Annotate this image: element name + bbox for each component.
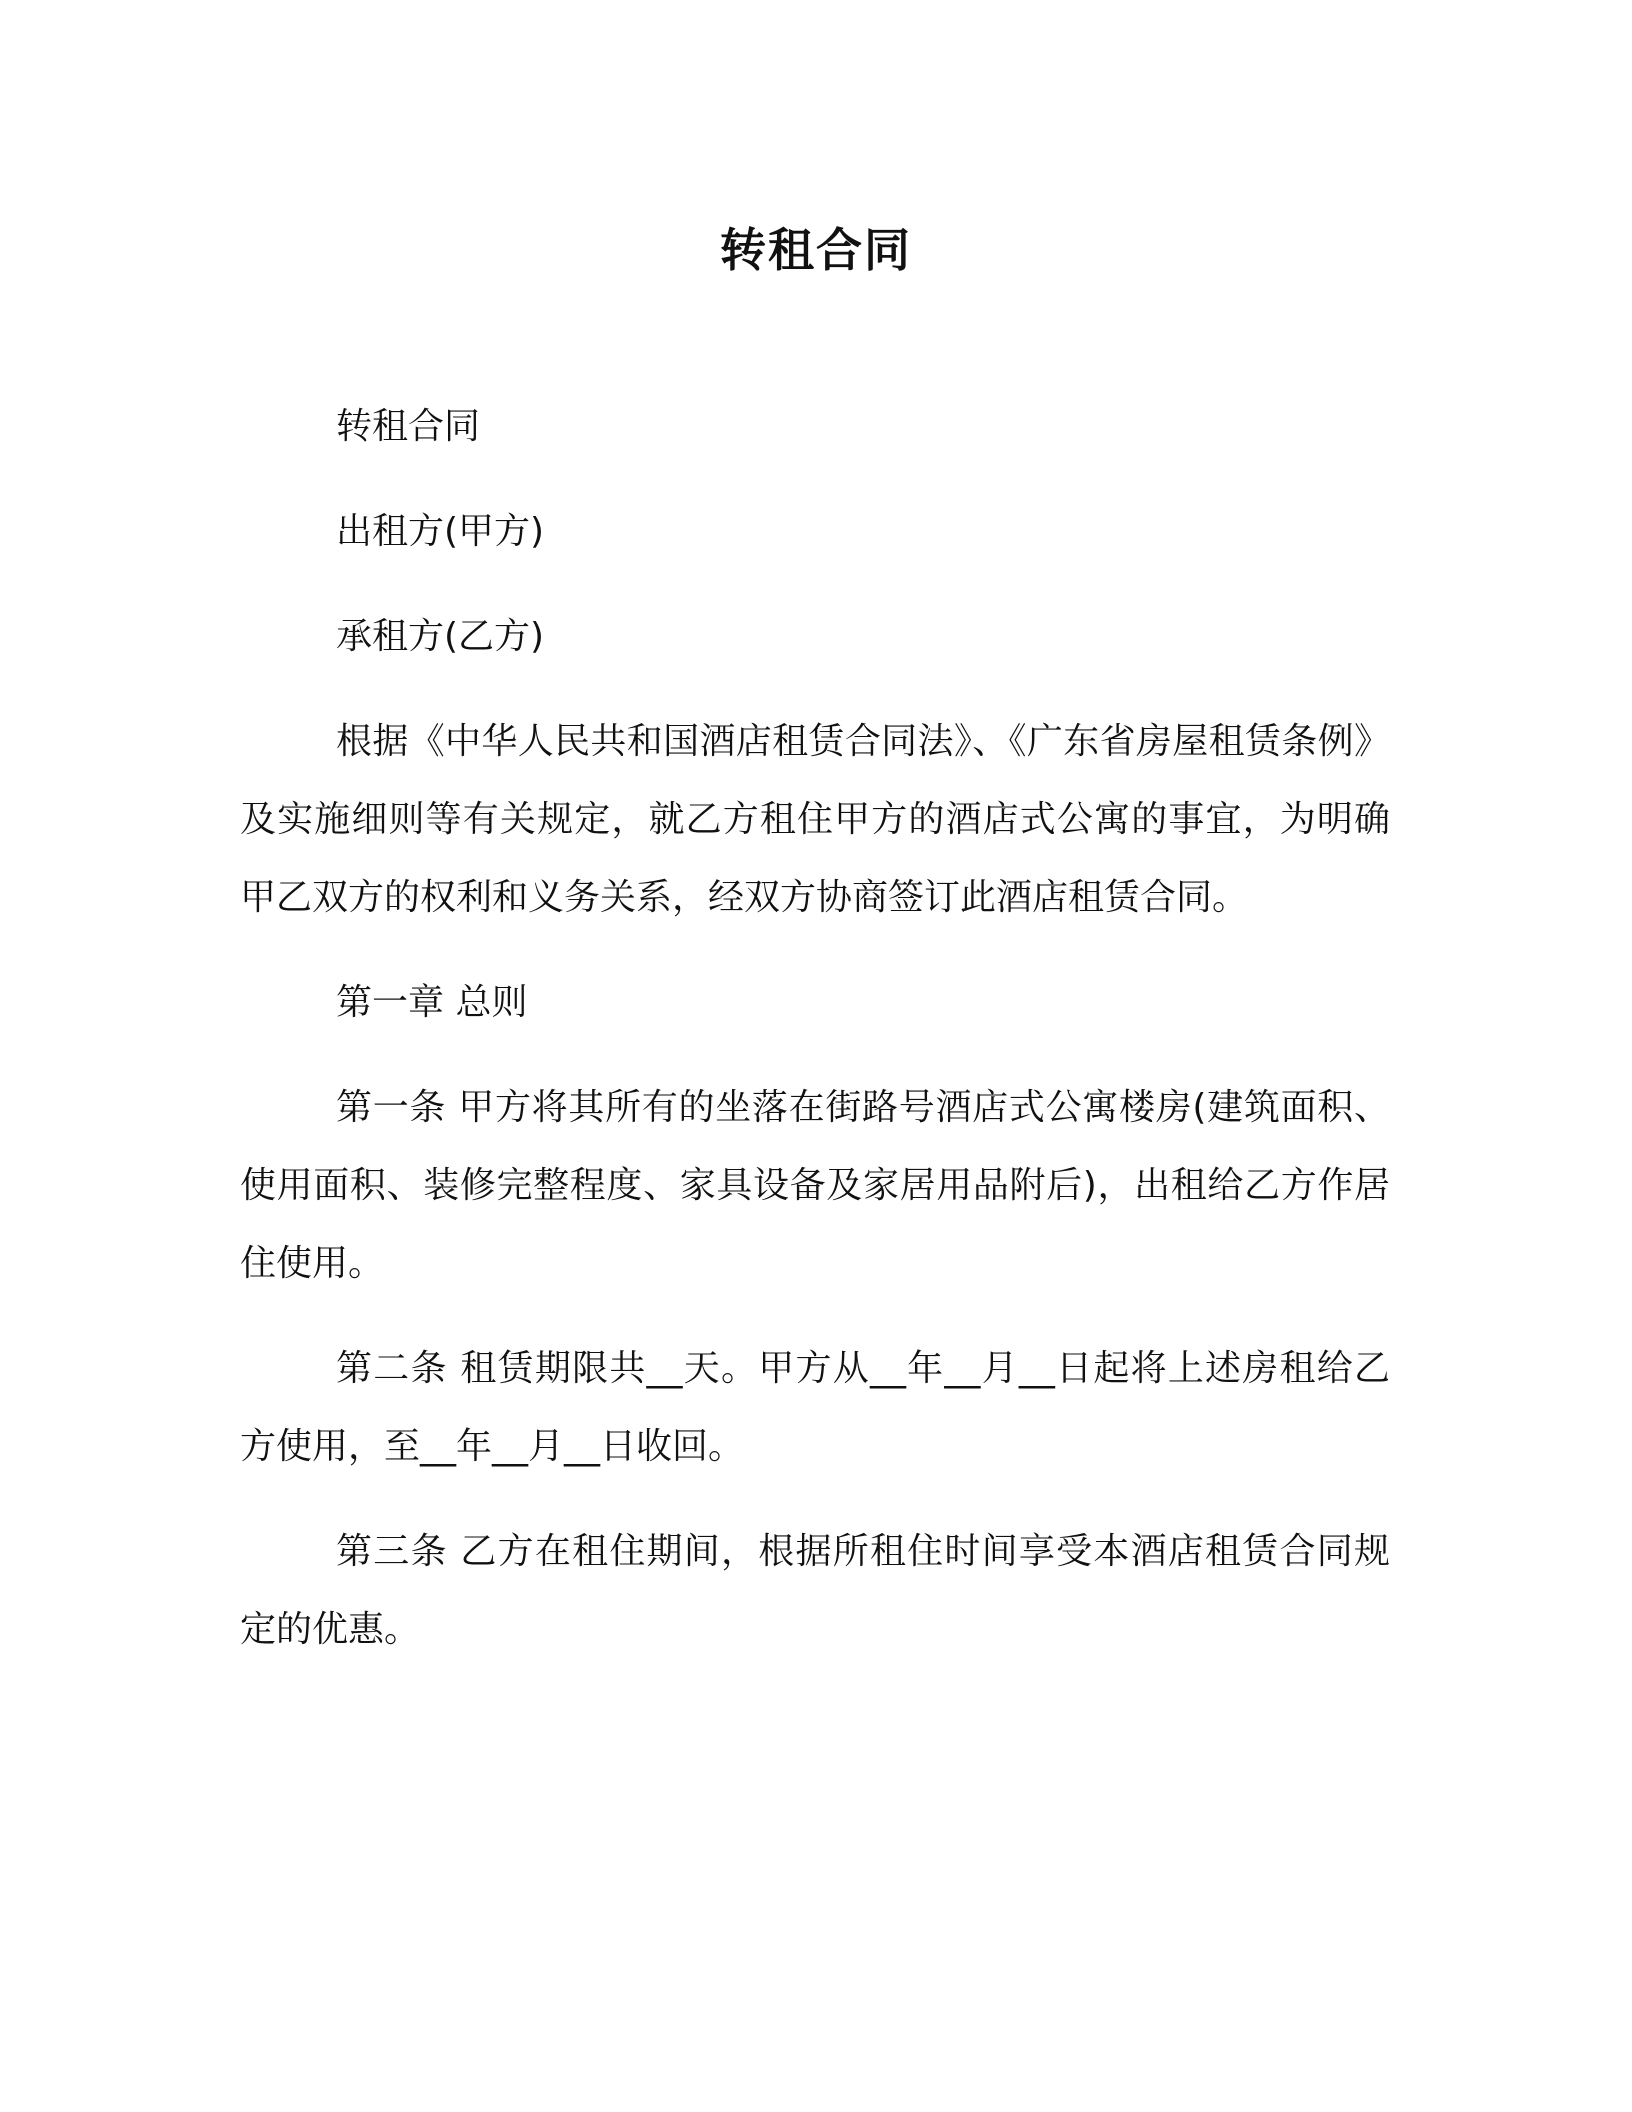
article-3: 第三条 乙方在租住期间，根据所租住时间享受本酒店租赁合同规定的优惠。: [240, 1531, 1390, 1650]
paragraph-lessee: 承租方(乙方): [336, 616, 545, 657]
chapter-heading: 第一章 总则: [336, 982, 528, 1023]
article-1: 第一条 甲方将其所有的坐落在街路号酒店式公寓楼房(建筑面积、使用面积、装修完整程度、家具设备及家居用品附后)，出租给乙方作居住使用。: [240, 1087, 1390, 1284]
paragraph-lessor: 出租方(甲方): [336, 511, 545, 552]
paragraph-heading: 转租合同: [336, 406, 481, 447]
document-body: [240, 388, 1390, 1696]
document-title: 转租合同: [720, 223, 912, 277]
paragraph-preamble: 根据《中华人民共和国酒店租赁合同法》、《广东省房屋租赁条例》及实施细则等有关规定，就乙方租住甲方的酒店式公寓的事宜，为明确甲乙双方的权利和义务关系，经双方协商签订此酒店租赁合同。: [240, 721, 1390, 918]
article-2: 第二条 租赁期限共__天。甲方从__年__月__日起将上述房租给乙方使用，至__年__月__日收回。: [240, 1348, 1390, 1467]
